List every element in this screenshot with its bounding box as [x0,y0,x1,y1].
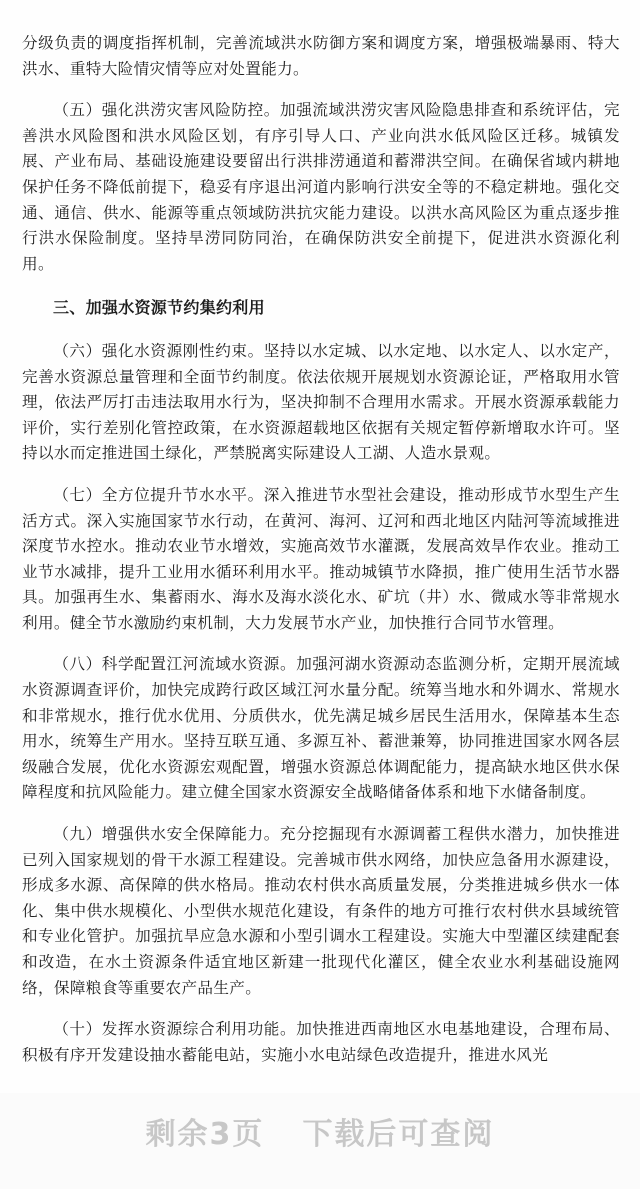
download-to-view-label: 下载后可查阅 [302,1117,495,1152]
paragraph-9: （九）增强供水安全保障能力。充分挖掘现有水源调蓄工程供水潜力，加快推进已列入国家规划的骨干水源工程建设。完善城市供水网络，加快应急备用水源建设，形成多水源、高保障的供水格局。推动农村供水高质量发展，分类推进城乡供水一体化、集中供水规模化、小型供水规范化建设，有条件的地方可推行农村供水县域统管和专业化管护。加强抗旱应急水源和小型引调水工程建设。实施大中型灌区续建配套和改造，在水土资源条件适宜地区新建一批现代化灌区，健全农业水利基础设施网络，保障粮食等重要农产品生产。 [22,825,620,997]
paragraph-6: （六）强化水资源刚性约束。坚持以水定城、以水定地、以水定人、以水定产，完善水资源总量管理和全面节约制度。依法依规开展规划水资源论证，严格取用水管理，依法严厉打击违法取用水行为，坚决抑制不合理用水需求。开展水资源承载能力评价，实行差别化管控政策，在水资源超载地区依据有关规定暂停新增取水许可。坚持以水而定推进国土绿化，严禁脱离实际建设人工湖、人造水景观。 [22,341,620,463]
remaining-pages-label: 剩余3页 [145,1117,265,1152]
paragraph-8: （八）科学配置江河流域水资源。加强河湖水资源动态监测分析，定期开展流域水资源调查评价，加快完成跨行政区域江河水量分配。统筹当地水和外调水、常规水和非常规水，推行优水优用、分质供水，优先满足城乡居民生活用水，保障基本生态用水，统筹生产用水。坚持互联互通、多源互补、蓄泄兼筹，协同推进国家水网各层级融合发展，优化水资源宏观配置，增强水资源总体调配能力，提高缺水地区供水保障程度和抗风险能力。建立健全国家水资源安全战略储备体系和地下水储备制度。 [22,655,620,802]
paragraph-10: （十）发挥水资源综合利用功能。加快推进西南地区水电基地建设，合理布局、积极有序开发建设抽水蓄能电站，实施小水电站绿色改造提升，推进水风光 [22,1020,620,1064]
section-heading: 三、加强水资源节约集约利用 [53,298,265,318]
download-prompt[interactable] [0,1109,640,1153]
paragraph-5: （五）强化洪涝灾害风险防控。加强流域洪涝灾害风险隐患排查和系统评估，完善洪水风险图和洪水风险区划，有序引导人口、产业向洪水低风险区迁移。城镇发展、产业布局、基础设施建设要留出行洪排涝通道和蓄滞洪空间。在确保省域内耕地保护任务不降低前提下，稳妥有序退出河道内影响行洪安全等的不稳定耕地。强化交通、通信、供水、能源等重点领域防洪抗灾能力建设。以洪水高风险区为重点逐步推行洪水保险制度。坚持旱涝同防同治，在确保防洪安全前提下，促进洪水资源化利用。 [22,101,620,273]
paragraph-7: （七）全方位提升节水水平。深入推进节水型社会建设，推动形成节水型生产生活方式。深入实施国家节水行动，在黄河、海河、辽河和西北地区内陆河等流域推进深度节水控水。推动农业节水增效，实施高效节水灌溉，发展高效旱作农业。推动工业节水减排，提升工业用水循环利用水平。推动城镇节水降损，推广使用生活节水器具。加强再生水、集蓄雨水、海水及海水淡化水、矿坑（井）水、微咸水等非常规水利用。健全节水激励约束机制，大力发展节水产业，加快推行合同节水管理。 [22,485,620,632]
paragraph-continuation: 分级负责的调度指挥机制，完善流域洪水防御方案和调度方案，增强极端暴雨、特大洪水、重特大险情灾情等应对处置能力。 [22,34,620,78]
document-body [22,31,620,1068]
